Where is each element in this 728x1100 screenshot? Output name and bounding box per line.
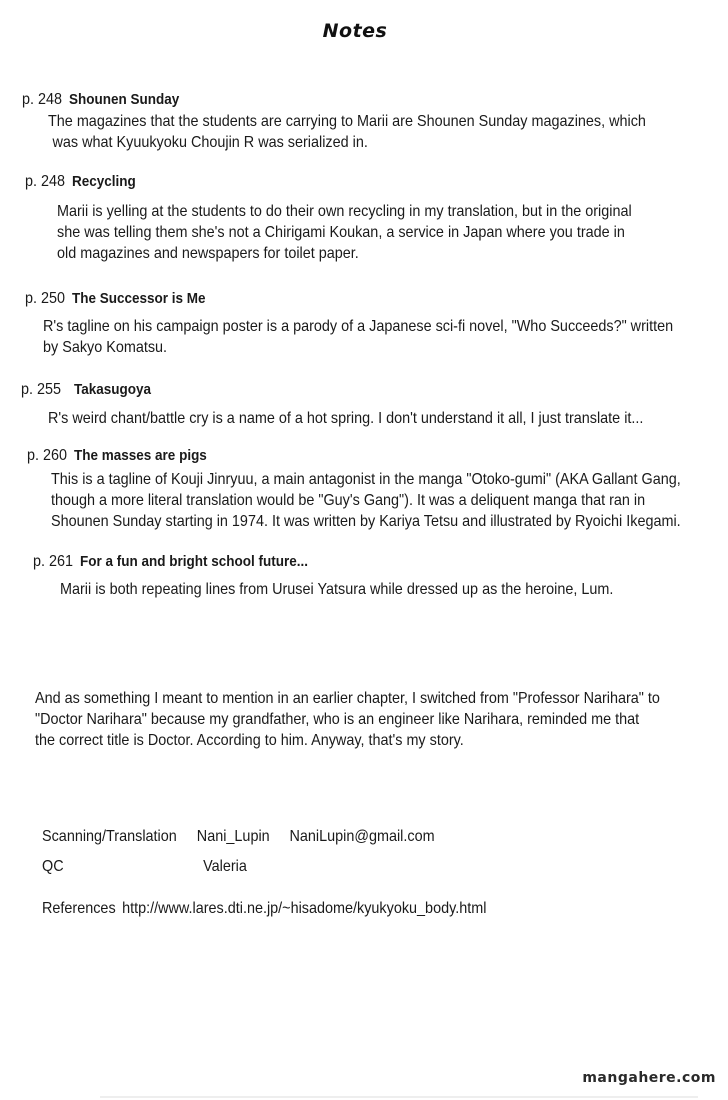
- credit-name: Valeria: [203, 858, 247, 875]
- credit-label: References: [42, 900, 116, 917]
- page-reference: p. 261: [33, 553, 74, 570]
- note-the-masses-are-pigs: [27, 446, 728, 532]
- note-line: Marii is both repeating lines from Urusei Yatsura while dressed up as the heroine, Lum.: [60, 581, 614, 598]
- note-body: [48, 111, 646, 153]
- note-body: [51, 469, 681, 532]
- note-line: Shounen Sunday starting in 1974. It was written by Kariya Tetsu and illustrated by Ryoichi Ikegami.: [51, 513, 681, 530]
- page-edge-divider: [100, 1096, 698, 1098]
- page-reference: p. 248: [25, 173, 66, 190]
- note-header: [25, 172, 696, 192]
- page-reference: p. 248: [22, 91, 63, 108]
- note-line: old magazines and newspapers for toilet paper.: [57, 245, 359, 262]
- note-recycling: [25, 172, 696, 264]
- site-watermark: mangahere.com: [582, 1070, 716, 1086]
- note-line: R's tagline on his campaign poster is a parody of a Japanese sci-fi novel, "Who Succeeds?" written: [43, 318, 674, 335]
- note-body: [48, 408, 643, 429]
- note-heading: The Successor is Me: [71, 290, 206, 307]
- note-shounen-sunday: [22, 90, 712, 153]
- note-heading: Recycling: [71, 173, 136, 190]
- note-line: was what Kyuukyoku Choujin R was serialized in.: [52, 134, 368, 151]
- credit-label: Scanning/Translation: [42, 828, 177, 845]
- note-fun-and-bright-school-future: [33, 552, 675, 600]
- note-takasugoya: [21, 380, 710, 429]
- note-header: [25, 289, 728, 309]
- afterword-line: "Doctor Narihara" because my grandfather, who is an engineer like Narihara, reminded me that: [35, 711, 640, 728]
- note-the-successor-is-me: [25, 289, 728, 358]
- references-link[interactable]: http://www.lares.dti.ne.jp/~hisadome/kyukyoku_body.html: [122, 900, 487, 917]
- note-heading: Shounen Sunday: [68, 91, 180, 108]
- afterword-paragraph: [35, 688, 660, 751]
- page-title: Notes: [322, 20, 388, 42]
- note-body: [43, 316, 673, 358]
- note-line: This is a tagline of Kouji Jinryuu, a main antagonist in the manga "Otoko-gumi" (AKA Gallant Gang,: [51, 471, 681, 488]
- page-reference: p. 255: [21, 381, 62, 398]
- note-line: by Sakyo Komatsu.: [43, 339, 168, 356]
- note-line: she was telling them she's not a Chirigami Koukan, a service in Japan where you trade in: [57, 224, 625, 241]
- note-line: R's weird chant/battle cry is a name of a hot spring. I don't understand it all, I just translate it...: [48, 410, 644, 427]
- credit-email: NaniLupin@gmail.com: [289, 828, 435, 845]
- note-header: [33, 552, 675, 572]
- page-reference: p. 260: [27, 447, 68, 464]
- note-line: Marii is yelling at the students to do their own recycling in my translation, but in the original: [57, 203, 632, 220]
- afterword-line: And as something I meant to mention in an earlier chapter, I switched from "Professor Narihara" to: [35, 690, 660, 707]
- note-body: [60, 579, 613, 600]
- note-header: [21, 380, 710, 400]
- note-heading: The masses are pigs: [73, 447, 207, 464]
- page-reference: p. 250: [25, 290, 66, 307]
- credit-name: Nani_Lupin: [196, 828, 270, 845]
- note-header: [27, 446, 728, 466]
- note-heading: For a fun and bright school future...: [79, 553, 308, 570]
- afterword-line: the correct title is Doctor. According to him. Anyway, that's my story.: [35, 732, 464, 749]
- credit-label: QC: [42, 858, 64, 875]
- note-heading: Takasugoya: [73, 381, 151, 398]
- note-header: [22, 90, 712, 110]
- note-line: The magazines that the students are carrying to Marii are Shounen Sunday magazines, which: [48, 113, 646, 130]
- note-line: though a more literal translation would be "Guy's Gang"). It was a deliquent manga that ran in: [51, 492, 646, 509]
- note-body: [57, 201, 632, 264]
